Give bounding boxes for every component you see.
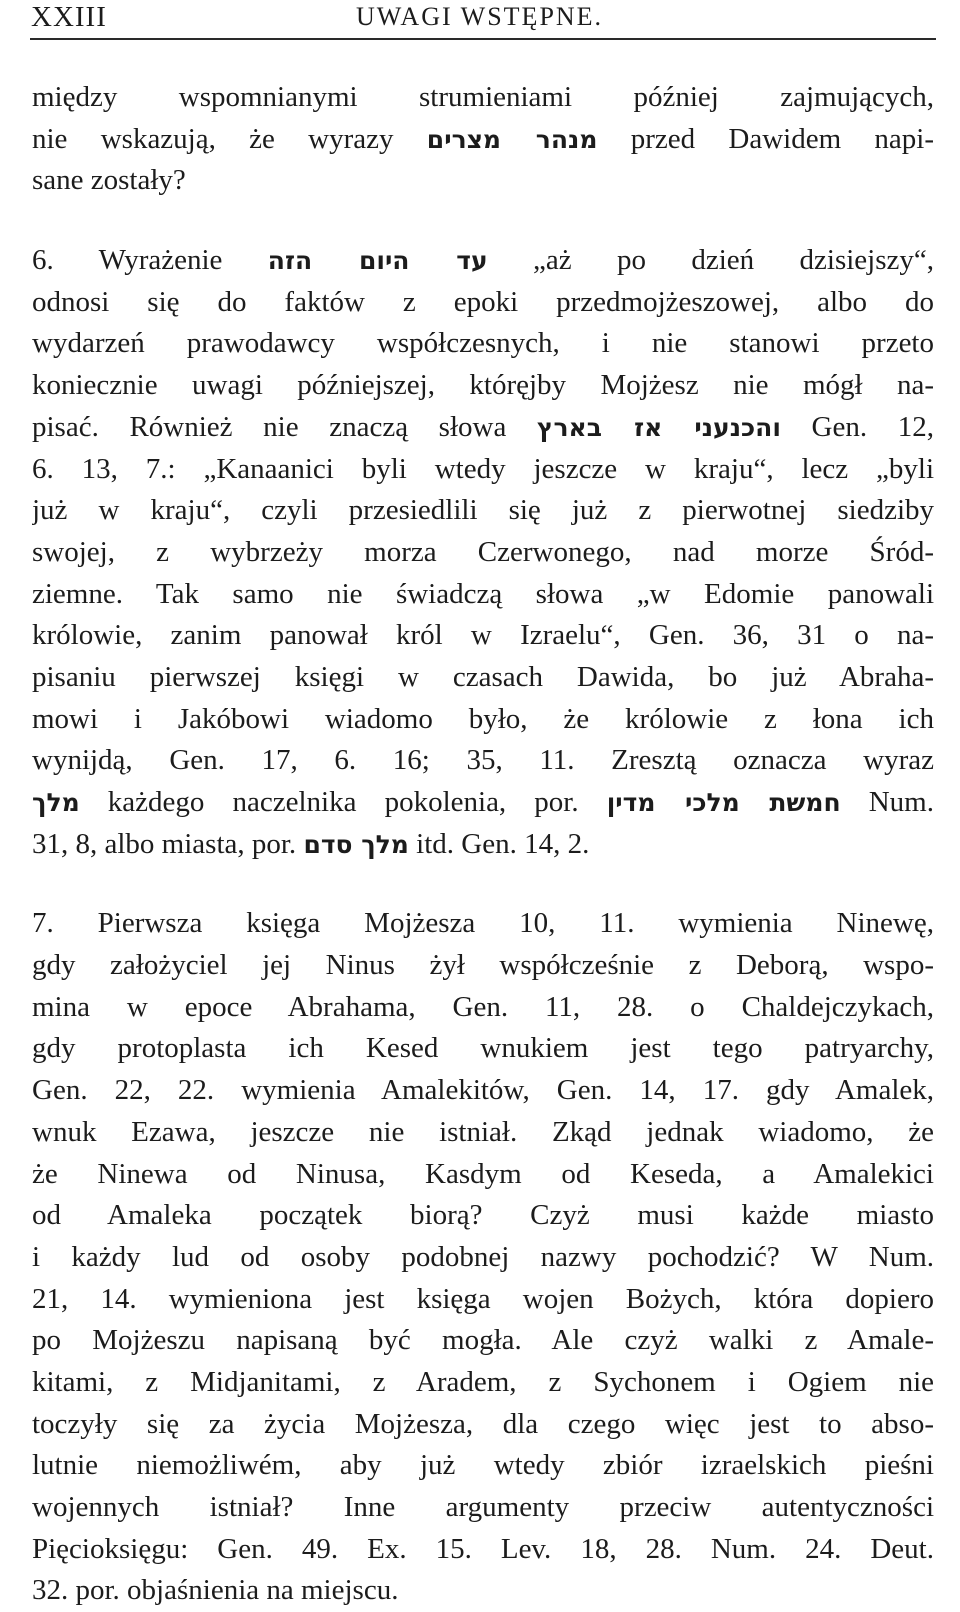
text-run: 7. Pierwsza księga Mojżesza 10, 11. wymienia Ninewę, — [32, 907, 934, 940]
text-line — [32, 699, 934, 741]
text-run: pisać. Również nie znaczą słowa — [32, 410, 537, 443]
text-run: Num. — [840, 786, 934, 818]
header-rule — [30, 38, 936, 40]
text-run: toczyły się za życia Mojżesza, dla czego więc jest to abso- — [32, 1407, 934, 1440]
text-run: mowi i Jakóbowi wiadomo było, że królowie z łona ich — [32, 702, 934, 735]
body-text — [32, 77, 934, 1612]
text-line — [32, 824, 934, 866]
hebrew-phrase: חמשת מלכי מדין — [606, 788, 841, 817]
text-line — [32, 782, 934, 824]
text-line — [32, 1279, 934, 1321]
text-line — [32, 1529, 934, 1571]
running-head: UWAGI WSTĘPNE. — [356, 2, 604, 31]
text-run: wnuk Ezawa, jeszcze nie istniał. Zkąd jednak wiadomo, że — [32, 1115, 934, 1148]
hebrew-phrase: מנהר מצרים — [426, 124, 598, 154]
paragraph — [32, 240, 934, 865]
text-line — [32, 77, 934, 119]
paragraph-gap — [32, 865, 934, 903]
text-line — [32, 615, 934, 657]
text-run: że Ninewa od Ninusa, Kasdym od Keseda, a Amalekici — [32, 1157, 934, 1190]
text-run: gdy założyciel jej Ninus żył współcześnie z Deborą, wspo- — [32, 949, 934, 982]
text-line — [32, 1154, 934, 1196]
text-line — [32, 282, 934, 324]
text-line — [32, 1195, 934, 1237]
text-line — [32, 449, 934, 491]
text-run: 6. 13, 7.: „Kanaanici byli wtedy jeszcze w kraju“, lecz „byli — [32, 452, 934, 485]
text-line — [32, 323, 934, 365]
text-line — [32, 1570, 934, 1612]
hebrew-phrase: מלך — [32, 788, 80, 817]
text-run: od Amaleka początek biorą? Czyż musi każde miasto — [32, 1199, 934, 1232]
text-run: pisaniu pierwszej księgi w czasach Dawida, bo już Abraha- — [32, 660, 934, 693]
page-header — [0, 0, 960, 34]
text-line — [32, 1362, 934, 1404]
paragraph — [32, 77, 934, 202]
text-line — [32, 657, 934, 699]
paragraph-gap — [32, 202, 934, 240]
text-run: Gen. 12, — [780, 410, 934, 443]
text-run: i każdy lud od osoby podobnej nazwy pochodzić? W Num. — [32, 1240, 934, 1273]
text-line — [32, 1237, 934, 1279]
text-run: 32. por. objaśnienia na miejscu. — [32, 1574, 399, 1607]
text-run: itd. Gen. 14, 2. — [408, 827, 590, 860]
text-line — [32, 365, 934, 407]
text-run: ziemne. Tak samo nie świadczą słowa „w Edomie panowali — [32, 577, 934, 610]
text-run: królowie, zanim panował król w Izraelu“, Gen. 36, 31 o na- — [32, 619, 934, 652]
text-run: nie wskazują, że wyrazy — [32, 122, 427, 155]
paragraph — [32, 903, 934, 1612]
text-line — [32, 1070, 934, 1112]
text-line — [32, 945, 934, 987]
text-run: 6. Wyrażenie — [32, 244, 268, 277]
text-line — [32, 490, 934, 532]
text-line — [32, 1487, 934, 1529]
hebrew-phrase: עד היום הזה — [267, 246, 488, 276]
text-run: już w kraju“, czyli przesiedlili się już z pierwotnej siedziby — [32, 494, 934, 527]
text-run: Gen. 22, 22. wymienia Amalekitów, Gen. 14, 17. gdy Amalek, — [32, 1074, 934, 1107]
text-run: 21, 14. wymieniona jest księga wojen Bożych, która dopiero — [32, 1282, 934, 1315]
text-line — [32, 240, 934, 282]
text-run: gdy protoplasta ich Kesed wnukiem jest tego patryarchy, — [32, 1032, 934, 1065]
text-run: 31, 8, albo miasta, por. — [32, 827, 304, 860]
text-run: lutnie niemożliwém, aby już wtedy zbiór izraelskich pieśni — [32, 1449, 934, 1482]
text-line — [32, 740, 934, 782]
hebrew-phrase: מלך סדם — [303, 829, 409, 859]
text-run: po Mojżeszu napisaną być mogła. Ale czyż walki z Amale- — [32, 1324, 934, 1357]
text-run: mina w epoce Abrahama, Gen. 11, 28. o Chaldejczykach, — [32, 990, 934, 1023]
text-run: „aż po dzień dzisiejszy“, — [487, 244, 934, 277]
text-run: swojej, z wybrzeży morza Czerwonego, nad morze Śród- — [32, 535, 934, 568]
text-line — [32, 119, 934, 161]
text-line — [32, 1028, 934, 1070]
text-line — [32, 532, 934, 574]
text-line — [32, 574, 934, 616]
text-run: Pięcioksięgu: Gen. 49. Ex. 15. Lev. 18, 28. Num. 24. Deut. — [32, 1532, 934, 1565]
text-run: sane zostały? — [32, 164, 186, 197]
text-run: koniecznie uwagi późniejszej, któręjby Mojżesz nie mógł na- — [32, 369, 934, 402]
text-line — [32, 1445, 934, 1487]
page-number: XXIII — [31, 1, 107, 33]
text-line — [32, 987, 934, 1029]
text-line — [32, 160, 934, 202]
text-run: odnosi się do faktów z epoki przedmojżeszowej, albo do — [32, 285, 934, 318]
text-run: kitami, z Midjanitami, z Aradem, z Sychonem i Ogiem nie — [32, 1365, 934, 1398]
text-run: między wspomnianymi strumieniami później zajmujących, — [32, 81, 934, 113]
text-line — [32, 1320, 934, 1362]
text-line — [32, 1404, 934, 1446]
text-run: wojennych istniał? Inne argumenty przeciw autentyczności — [32, 1491, 934, 1523]
text-run: wynijdą, Gen. 17, 6. 16; 35, 11. Zresztą oznacza wyraz — [32, 744, 934, 777]
hebrew-phrase: והכנעני אז בארץ — [536, 412, 781, 442]
text-run: każdego naczelnika pokolenia, por. — [79, 786, 607, 818]
text-run: wydarzeń prawodawcy współczesnych, i nie stanowi przeto — [32, 327, 934, 360]
text-line — [32, 1112, 934, 1154]
text-line — [32, 407, 934, 449]
text-line — [32, 903, 934, 945]
text-run: przed Dawidem napi- — [597, 122, 934, 155]
